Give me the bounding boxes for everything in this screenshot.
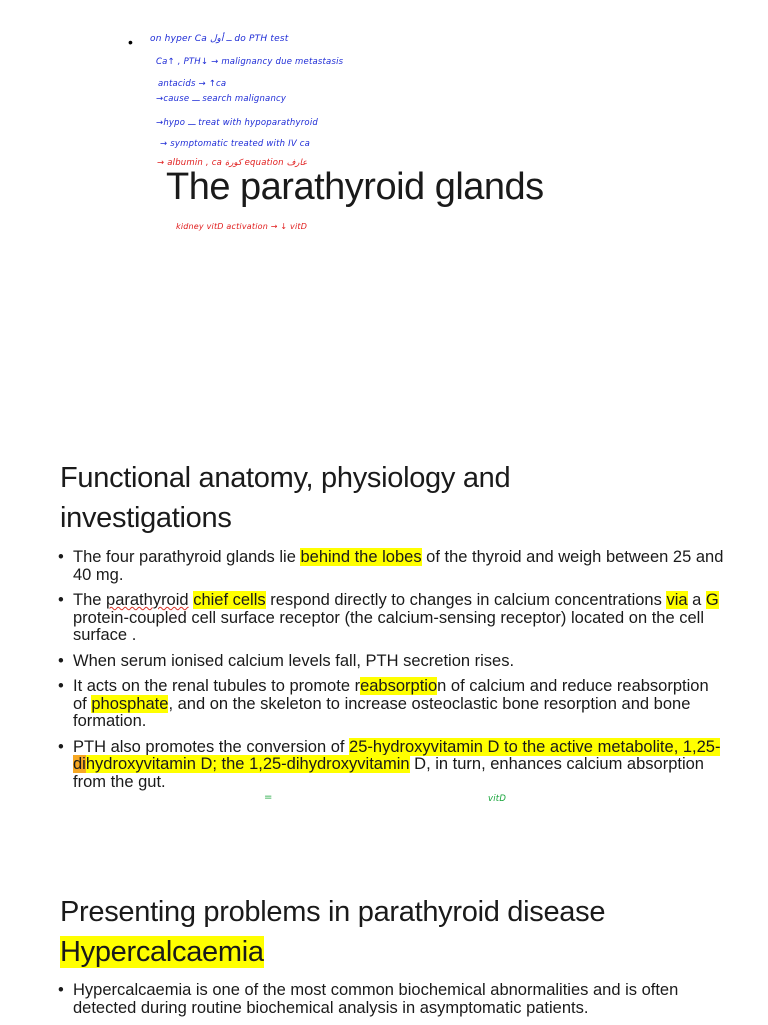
- section-heading-presenting: [60, 892, 605, 972]
- note-mark: =: [264, 792, 273, 803]
- heading-highlight: Hypercalcaemia: [60, 936, 264, 968]
- note-bullet: •: [128, 34, 133, 50]
- list-item: • Hypercalcaemia is one of the most common biochemical abnormalities and is often detected during routine biochemical analysis in asymptomatic patients.: [58, 982, 724, 1017]
- note-vitd-activation: kidney vitD activation → ↓ vitD: [176, 222, 308, 231]
- anatomy-bullet-list: [58, 549, 724, 799]
- heading-line-1: Presenting problems in parathyroid disease: [60, 896, 606, 928]
- note-line-1: on hyper Ca ــ أول do PTH test: [150, 34, 289, 44]
- highlight: 25-hydroxyvitamin D to the active metabolite, 1,25-: [349, 737, 721, 756]
- note-line-2: Ca↑ , PTH↓ → malignancy due metastasis: [156, 57, 344, 67]
- note-vitd: vitD: [488, 794, 507, 804]
- list-item: • It acts on the renal tubules to promote reabsorption of calcium and reduce reabsorption of phosphate, and on the skeleton to increase osteoclastic bone resorption and bone formation.: [58, 678, 724, 731]
- heading-line-2: investigations: [60, 502, 232, 534]
- section-heading-anatomy: [60, 458, 510, 538]
- list-item: • PTH also promotes the conversion of 25-hydroxyvitamin D to the active metabolite, 1,25-dihydroxyvitamin D; the 1,25-dihydroxyvitamin D, in turn, enhances calcium absorption from the gut.: [58, 739, 724, 792]
- note-line-7: → albumin , ca كورة equation عارف: [157, 158, 308, 168]
- slide-title: The parathyroid glands: [166, 166, 544, 208]
- heading-line-1: Functional anatomy, physiology and: [60, 462, 511, 494]
- list-item: • When serum ionised calcium levels fall, PTH secretion rises.: [58, 653, 724, 671]
- list-item: • The parathyroid chief cells respond directly to changes in calcium concentrations via a G protein-coupled cell surface receptor (the calcium-sensing receptor) located on the cell surface .: [58, 592, 724, 645]
- highlight: via: [666, 591, 688, 609]
- highlight: G: [705, 591, 719, 609]
- highlight: phosphate: [91, 694, 169, 713]
- presenting-bullet-list: [58, 982, 724, 1025]
- note-line-4: →cause ـــ search malignancy: [156, 94, 287, 104]
- list-item: • The four parathyroid glands lie behind the lobes of the thyroid and weigh between 25 and 40 mg.: [58, 549, 724, 584]
- highlight: hydroxyvitamin D; the 1,25-dihydroxyvitamin: [85, 755, 410, 773]
- note-line-3: antacids → ↑ca: [158, 79, 227, 89]
- note-line-5: →hypo ـــ treat with hypoparathyroid: [156, 118, 318, 128]
- spellcheck-word: parathyroid: [106, 591, 189, 609]
- note-line-6: → symptomatic treated with IV ca: [160, 139, 311, 149]
- highlight-orange: di: [73, 755, 86, 773]
- highlight: behind the lobes: [300, 548, 422, 566]
- highlight: chief cells: [193, 591, 266, 609]
- highlight: eabsorptio: [360, 677, 438, 695]
